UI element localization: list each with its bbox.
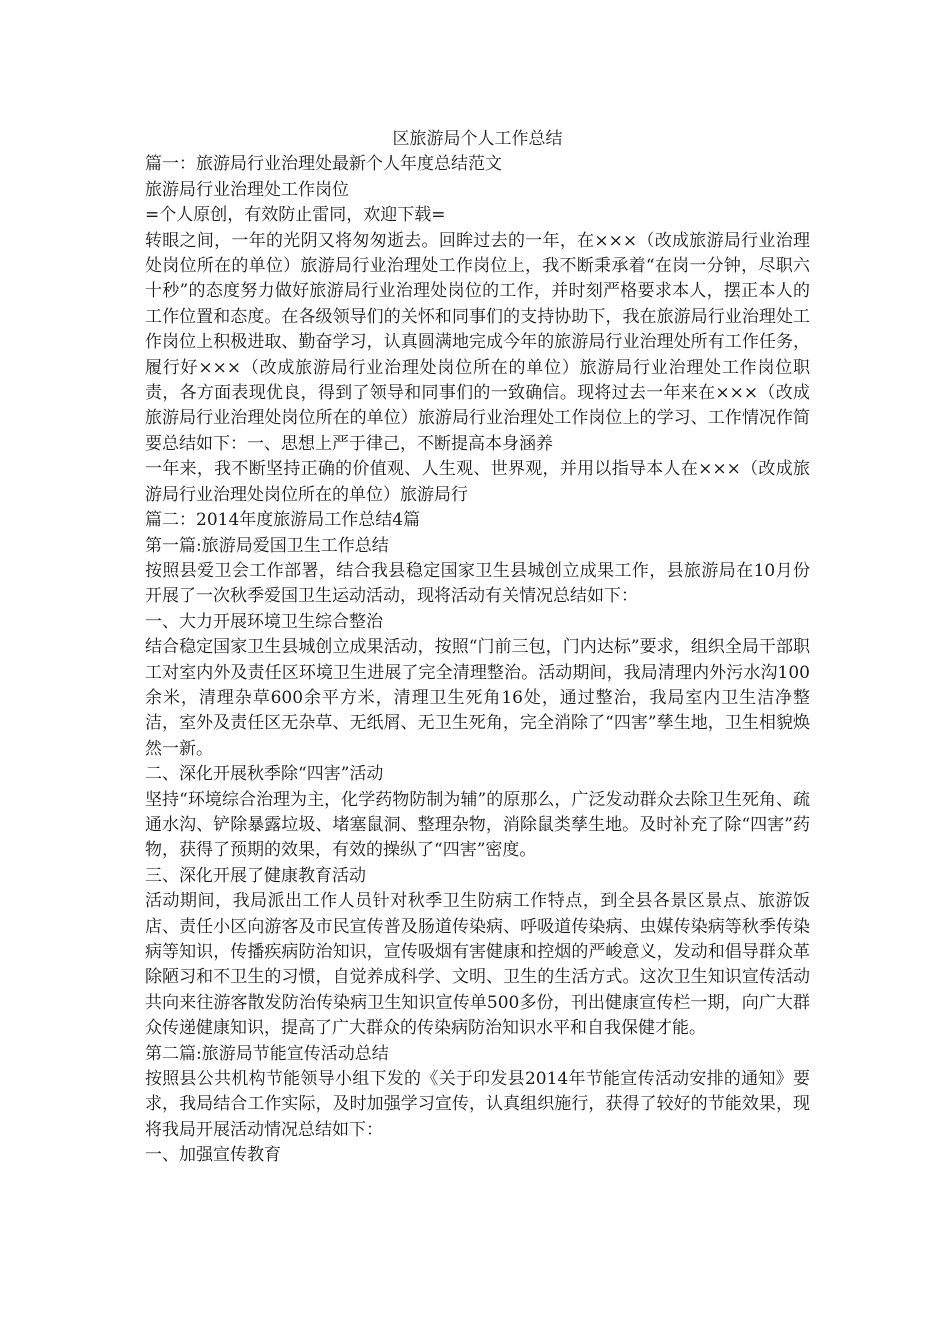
paragraph-health-education: 活动期间，我局派出工作人员针对秋季卫生防病工作特点，到全县各景区景点、旅游饭店、责任小区向游客及市民宣传普及肠道传染病、呼吸道传染病、虫媒传染病等秋季传染病等知识，传播疾病防治知识，宣传吸烟有害健康和控烟的严峻意义，发动和倡导群众革除陋习和不卫生的习惯，自觉养成科学、文明、卫生的生活方式。这次卫生知识宣传活动共向来往游客散发防治传染病卫生知识宣传单500多份，刊出健康宣传栏一期，向广大群众传递健康知识，提高了广大群众的传染病防治知识水平和自我保健才能。 <box>145 891 810 1039</box>
section-heading-2: 二、深化开展秋季除“四害”活动 <box>145 764 384 785</box>
heading-first-article: 第一篇:旅游局爱国卫生工作总结 <box>145 535 389 556</box>
original-notice: =个人原创，有效防止雷同，欢迎下载= <box>145 205 446 226</box>
paragraph-environment-cleanup: 结合稳定国家卫生县城创立成果活动，按照“门前三包，门内达标”要求，组织全局干部职工对室内外及责任区环境卫生进展了完全清理整治。活动期间，我局清理内外污水沟100余米，清理杂草600余平方米，清理卫生死角16处，通过整治，我局室内卫生洁净整洁，室外及责任区无杂草、无纸屑、无卫生死角，完全消除了“四害”孳生地，卫生相貌焕然一新。 <box>145 637 810 759</box>
document-title: 区旅游局个人工作总结 <box>392 129 563 149</box>
paragraph-values: 一年来，我不断坚持正确的价值观、人生观、世界观，并用以指导本人在×××（改成旅游局行业治理处岗位所在的单位）旅游局行 <box>145 459 810 505</box>
section-heading-publicity: 一、加强宣传教育 <box>145 1145 281 1166</box>
paragraph-pest-control: 坚持“环境综合治理为主，化学药物防制为辅”的原那么，广泛发动群众去除卫生死角、疏通水沟、铲除暴露垃圾、堵塞鼠洞、整理杂物，消除鼠类孳生地。及时补充了除“四害”药物，获得了预期的效果，有效的操纵了“四害”密度。 <box>145 789 810 861</box>
heading-second-article: 第二篇:旅游局节能宣传活动总结 <box>145 1043 389 1064</box>
heading-part-one: 篇一：旅游局行业治理处最新个人年度总结范文 <box>145 154 502 175</box>
paragraph-health-campaign-intro: 按照县爱卫会工作部署，结合我县稳定国家卫生县城创立成果工作，县旅游局在10月份开展了一次秋季爱国卫生运动活动，现将活动有关情况总结如下： <box>145 560 810 607</box>
section-heading-3: 三、深化开展了健康教育活动 <box>145 865 366 886</box>
document-body <box>145 127 810 1169</box>
paragraph-energy-saving-intro: 按照县公共机构节能领导小组下发的《关于印发县2014年节能宣传活动安排的通知》要求，我局结合工作实际，及时加强学习宣传，认真组织施行，获得了较好的节能效果，现将我局开展活动情况总结如下： <box>145 1069 810 1140</box>
paragraph-year-review: 转眼之间，一年的光阴又将匆匆逝去。回眸过去的一年，在×××（改成旅游局行业治理处岗位所在的单位）旅游局行业治理处工作岗位上，我不断秉承着“在岗一分钟，尽职六十秒”的态度努力做好旅游局行业治理处岗位的工作，并时刻严格要求本人，摆正本人的工作位置和态度。在各级领导们的关怀和同事们的支持协助下，我在旅游局行业治理处工作岗位上积极进取、勤奋学习，认真圆满地完成今年的旅游局行业治理处所有工作任务，履行好×××（改成旅游局行业治理处岗位所在的单位）旅游局行业治理处工作岗位职责，各方面表现优良，得到了领导和同事们的一致确信。现将过去一年来在×××（改成旅游局行业治理处岗位所在的单位）旅游局行业治理处工作岗位上的学习、工作情况作简要总结如下：一、思想上严于律己，不断提高本身涵养 <box>145 230 810 454</box>
heading-part-two: 篇二：2014年度旅游局工作总结4篇 <box>145 510 421 531</box>
section-heading-1: 一、大力开展环境卫生综合整治 <box>145 611 383 632</box>
subheading-position: 旅游局行业治理处工作岗位 <box>145 179 349 200</box>
